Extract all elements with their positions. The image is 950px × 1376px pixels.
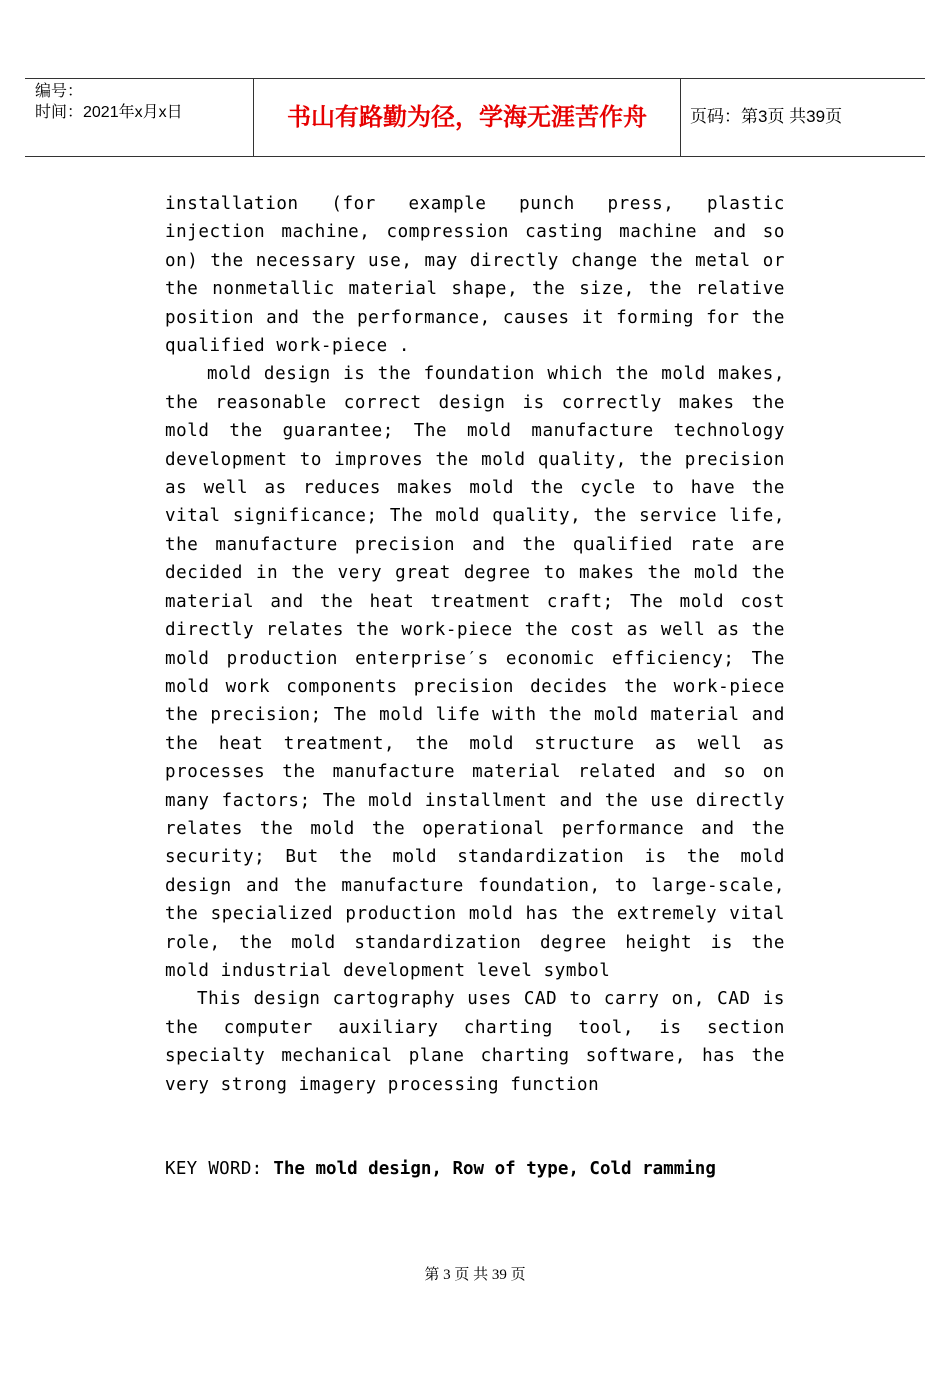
keywords-text: The mold design, Row of type, Cold ramming [273,1159,716,1179]
keywords-label: KEY WORD: [165,1159,274,1179]
header-page-cell [680,79,925,156]
header-motto-cell [253,79,681,156]
document-time-label: 时间：2021年x月x日 [35,104,183,121]
keywords-line [165,1155,785,1183]
header-page-code: 页码：第3页 共39页 [690,107,843,126]
header-motto: 书山有路勤为径，学海无涯苦作舟 [287,104,647,131]
document-number-label: 编号： [35,83,84,100]
body-text [165,190,785,1099]
paragraph-1: installation (for example punch press, plastic injection machine, compression casting machine and so on) the necessary use, may directly change the metal or the nonmetallic material shape, the size, the relative position and the performance, causes it forming for the qualified work-piece . [165,194,785,357]
paragraph-3: This design cartography uses CAD to carry on, CAD is the computer auxiliary charting tool, is section specialty mechanical plane charting software, has the very strong imagery processing function [165,989,785,1095]
page-header [25,78,925,157]
header-meta-cell [25,79,253,156]
paragraph-2: mold design is the foundation which the mold makes, the reasonable correct design is correctly makes the mold the guarantee; The mold manufacture technology development to improves the mold quality, the precision as well as reduces makes mold the cycle to have the vital significance; The mold quality, the service life, the manufacture precision and the qualified rate are decided in the very great degree to makes the mold the material and the heat treatment craft; The mold cost directly relates the work-piece the cost as well as the mold production enterprise′s economic efficiency; The mold work components precision decides the work-piece the precision; The mold life with the mold material and the heat treatment, the mold structure as well as processes the manufacture material related and so on many factors; The mold installment and the use directly relates the mold the operational performance and the security; But the mold standardization is the mold design and the manufacture foundation, to large-scale, the specialized production mold has the extremely vital role, the mold standardization degree height is the mold industrial development level symbol [165,364,785,981]
page-footer: 第 3 页 共 39 页 [424,1267,526,1283]
